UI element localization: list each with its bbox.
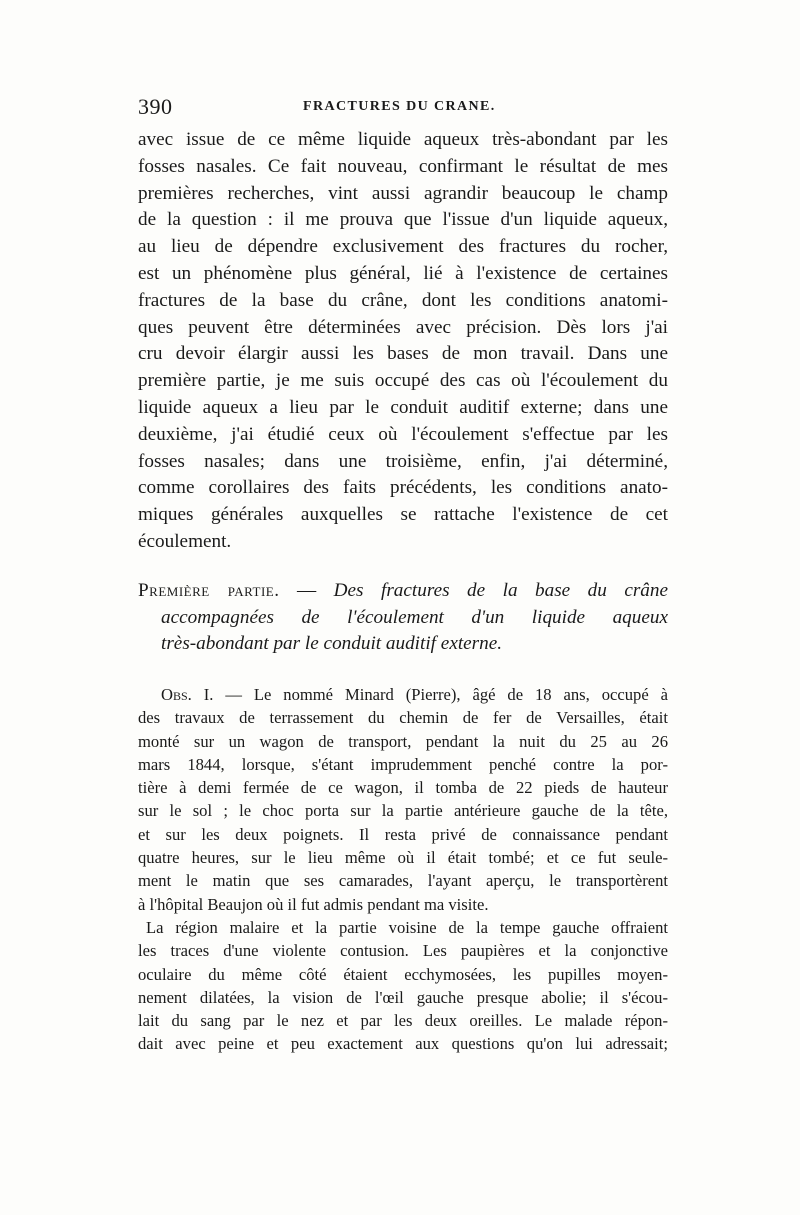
- text-line: comme corollaires des faits précédents, les conditions anato-: [138, 477, 668, 499]
- text-line: La région malaire et la partie voisine de la tempe gauche offraient: [146, 917, 668, 937]
- section-title-continued: accompagnées de l'écoulement d'un liquide aqueux: [161, 606, 668, 628]
- observation-text: [138, 683, 668, 1056]
- text-line: premières recherches, vint aussi agrandir beaucoup le champ: [138, 182, 668, 204]
- text-line: fosses nasales; dans une troisième, enfin, j'ai déterminé,: [138, 450, 668, 472]
- text-line: miques générales auxquelles se rattache l'existence de cet: [138, 504, 668, 526]
- running-head: [138, 94, 668, 120]
- heading-line: [138, 578, 668, 605]
- text-line: première partie, je me suis occupé des cas où l'écoulement du: [138, 370, 668, 392]
- text-line: est un phénomène plus général, lié à l'existence de certaines: [138, 262, 668, 284]
- text-line: lait du sang par le nez et par les deux oreilles. Le malade répon-: [138, 1011, 668, 1031]
- text-line: de la question : il me prouva que l'issue d'un liquide aqueux,: [138, 209, 668, 231]
- text-line: liquide aqueux a lieu par le conduit auditif externe; dans une: [138, 396, 668, 418]
- text-line: écoulement.: [138, 530, 232, 552]
- text-line: à l'hôpital Beaujon où il fut admis pendant ma visite.: [138, 894, 489, 914]
- page-number: 390: [138, 94, 173, 119]
- text-line: et sur les deux poignets. Il resta privé de connaissance pendant: [138, 824, 668, 844]
- intro-paragraph: [138, 127, 668, 556]
- text-line: mars 1844, lorsque, s'étant imprudemment penché contre la por-: [138, 754, 668, 774]
- text-line: les traces d'une violente contusion. Les paupières et la conjonctive: [138, 941, 668, 961]
- section-title-continued: très-abondant par le conduit auditif externe.: [161, 633, 503, 654]
- heading-dash: —: [279, 580, 334, 601]
- text-line: des travaux de terrassement du chemin de fer de Versailles, était: [138, 708, 668, 728]
- running-title: FRACTURES DU CRANE.: [303, 99, 496, 114]
- text-line: fractures de la base du crâne, dont les conditions anatomi-: [138, 289, 668, 311]
- section-heading: [138, 578, 668, 658]
- text-line: fosses nasales. Ce fait nouveau, confirmant le résultat de mes: [138, 155, 668, 177]
- text-line: monté sur un wagon de transport, pendant la nuit du 25 au 26: [138, 731, 668, 751]
- observation-first-line: — Le nommé Minard (Pierre), âgé de 18 ans, occupé à: [213, 685, 668, 704]
- section-title: Des fractures de la base du crâne: [333, 580, 669, 601]
- heading-line: [138, 605, 668, 632]
- text-line: sur le sol ; le choc porta sur la partie antérieure gauche de la tête,: [138, 801, 668, 821]
- text-line: quatre heures, sur le lieu même où il était tombé; et ce fut seule-: [138, 848, 668, 868]
- text-line: avec issue de ce même liquide aqueux très-abondant par les: [138, 129, 668, 150]
- text-line: au lieu de dépendre exclusivement des fractures du rocher,: [138, 236, 668, 258]
- text-line: deuxième, j'ai étudié ceux où l'écoulement s'effectue par les: [138, 423, 668, 445]
- text-line: dait avec peine et peu exactement aux questions qu'on lui adressait;: [138, 1034, 668, 1054]
- section-label: Première partie.: [138, 580, 280, 601]
- text-line: oculaire du même côté étaient ecchymosées, les pupilles moyen-: [138, 964, 668, 984]
- text-line: [138, 683, 668, 706]
- observation-label: Obs. I.: [161, 685, 214, 704]
- text-line: ment le matin que ses camarades, l'ayant aperçu, le transportèrent: [138, 871, 668, 891]
- text-line: cru devoir élargir aussi les bases de mon travail. Dans une: [138, 343, 668, 365]
- text-line: tière à demi fermée de ce wagon, il tomba de 22 pieds de hauteur: [138, 778, 668, 798]
- text-line: ques peuvent être déterminées avec précision. Dès lors j'ai: [138, 316, 668, 338]
- heading-line: [138, 631, 668, 658]
- text-line: nement dilatées, la vision de l'œil gauche presque abolie; il s'écou-: [138, 987, 668, 1007]
